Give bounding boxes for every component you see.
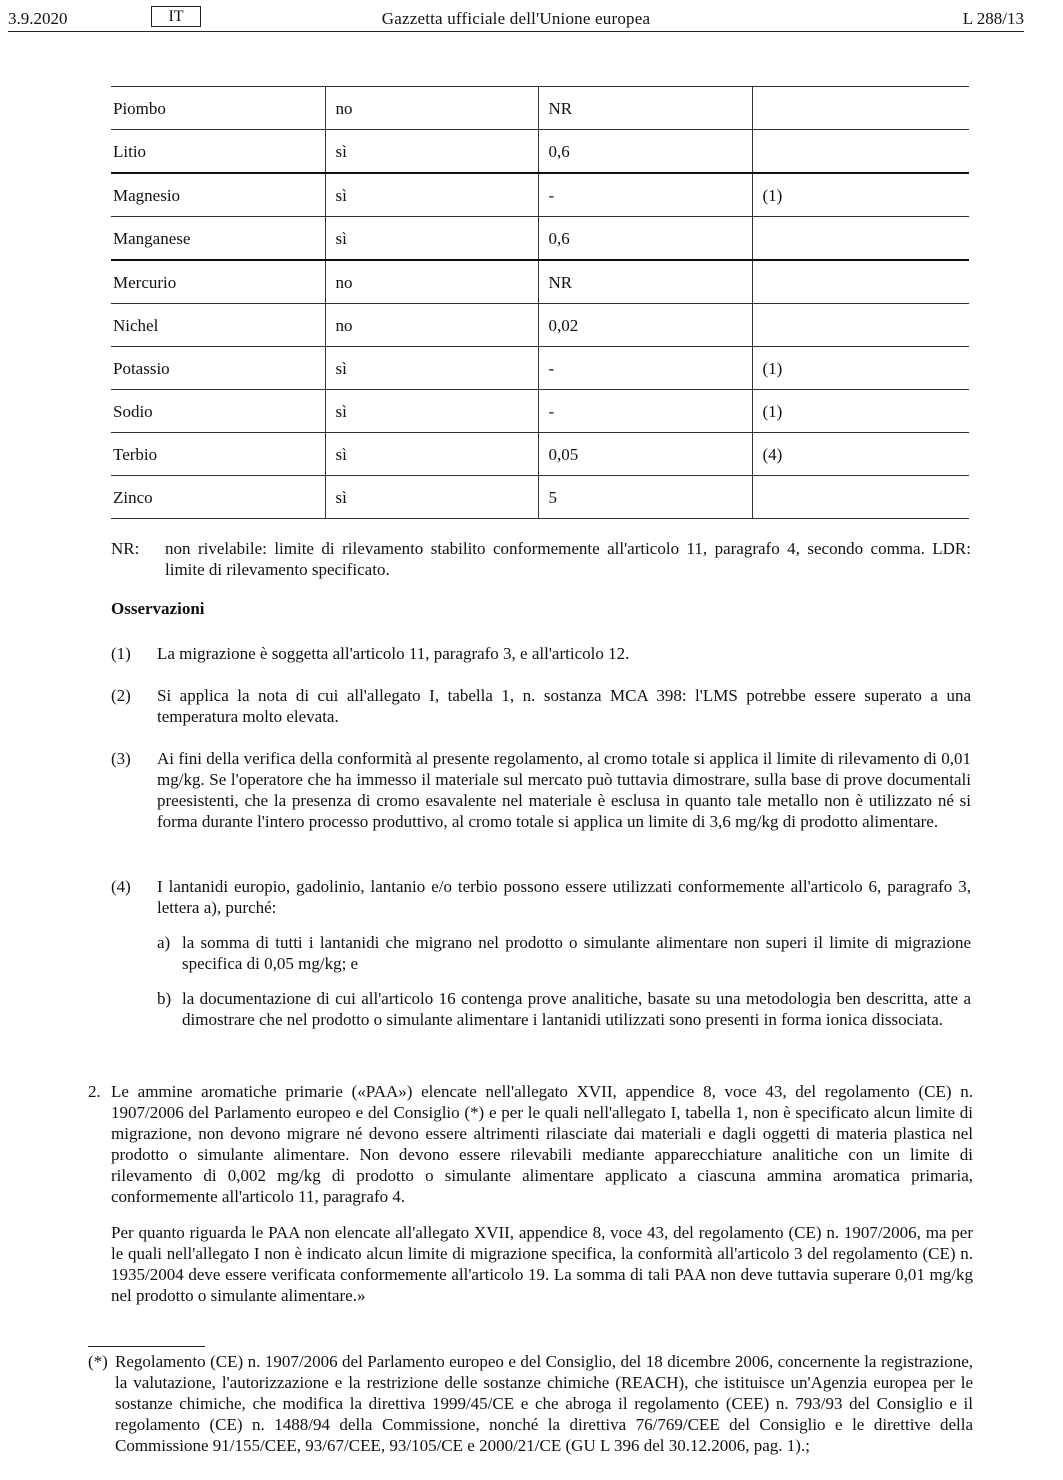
table-cell-substance: Potassio <box>113 358 170 378</box>
observation-note <box>111 685 971 727</box>
table-cell-note: (1) <box>752 173 969 217</box>
table-cell-limit: NR <box>538 260 752 304</box>
subitem-letter: b) <box>157 989 172 1008</box>
observations-heading: Osservazioni <box>111 599 205 618</box>
table-cell-substance: Mercurio <box>113 272 177 292</box>
table-cell-flag: sì <box>325 390 538 433</box>
table-cell-flag: no <box>325 304 538 347</box>
metals-table <box>111 86 969 519</box>
subitem-letter: a) <box>157 933 171 952</box>
table-row <box>111 476 969 519</box>
note-number: (3) <box>111 749 131 768</box>
note-text: Ai fini della verifica della conformità al presente regolamento, al cromo totale si applica il limite di rilevamento di 0,01 mg/kg. Se l'operatore che ha immesso il materiale sul mercato può tuttavia dimostrare, sulla base di prove documentali preesistenti, che la presenza di cromo esavalente nel materiale è esclusa in quanto tale metallo non è utilizzato né si forma durante l'intero processo produttivo, al cromo totale si applica un limite di 3,6 mg/kg di prodotto alimentare. <box>157 749 971 831</box>
table-cell-flag: sì <box>325 347 538 390</box>
page-header <box>8 6 1024 28</box>
table-row <box>111 173 969 217</box>
table-cell-note: (4) <box>752 433 969 476</box>
footnote-text: Regolamento (CE) n. 1907/2006 del Parlamento europeo e del Consiglio, del 18 dicembre 2006, concernente la registrazione, la valutazione, l'autorizzazione e la restrizione delle sostanze chimiche (REACH), che istituisce un'Agenzia europea per le sostanze chimiche, che modifica la direttiva 1999/45/CE e che abroga il regolamento (CEE) n. 793/93 del Consiglio e il regolamento (CE) n. 1488/94 della Commissione, nonché la direttiva 76/769/CEE del Consiglio e le direttive della Commissione 91/155/CEE, 93/67/CEE, 93/105/CE e 2000/21/CE (GU L 396 del 30.12.2006, pag. 1).; <box>115 1352 973 1455</box>
subitem-text: la documentazione di cui all'articolo 16 contenga prove analitiche, basate su una metodologia ben descritta, atte a dimostrare che nel prodotto o simulante alimentare i lantanidi utilizzati sono presenti in forma ionica dissociata. <box>182 989 971 1029</box>
note-text: La migrazione è soggetta all'articolo 11, paragrafo 3, e all'articolo 12. <box>157 644 630 663</box>
table-legend <box>111 538 971 580</box>
observation-note <box>111 748 971 832</box>
table-cell-note: (1) <box>752 390 969 433</box>
table-cell-note <box>752 130 969 174</box>
table-cell-substance: Magnesio <box>113 185 181 205</box>
table-cell-note <box>752 87 969 130</box>
footnote <box>88 1351 973 1456</box>
table-cell-limit: 0,6 <box>538 217 752 261</box>
table-cell-note <box>752 476 969 519</box>
table-cell-flag: sì <box>325 217 538 261</box>
observation-note <box>111 876 971 918</box>
observation-subitem <box>157 932 971 974</box>
table-row <box>111 217 969 261</box>
note-text: I lantanidi europio, gadolinio, lantanio e/o terbio possono essere utilizzati conformemente all'articolo 6, paragrafo 3, lettera a), purché: <box>157 877 971 917</box>
table-cell-substance: Manganese <box>113 228 191 248</box>
table-cell-substance: Terbio <box>113 444 158 464</box>
table-cell-limit: NR <box>538 87 752 130</box>
table-cell-flag: no <box>325 87 538 130</box>
paragraph-number: 2. <box>88 1082 101 1101</box>
table-cell-substance: Zinco <box>113 487 153 507</box>
header-rule <box>8 31 1024 32</box>
page-number: L 288/13 <box>962 9 1024 28</box>
legend-key: NR: <box>111 539 140 558</box>
table-cell-limit: 0,6 <box>538 130 752 174</box>
header-date: 3.9.2020 <box>8 9 68 28</box>
table-row <box>111 260 969 304</box>
table-cell-limit: - <box>538 390 752 433</box>
table-cell-flag: sì <box>325 433 538 476</box>
table-row <box>111 87 969 130</box>
table-row <box>111 433 969 476</box>
paragraph-text: Le ammine aromatiche primarie («PAA») elencate nell'allegato XVII, appendice 8, voce 43, del regolamento (CE) n. 1907/2006 del Parlamento europeo e del Consiglio (*) e per le quali nell'allegato I, tabella 1, non è specificato alcun limite di migrazione, non devono migrare né devono essere altrimenti rilasciate dai materiali e dagli oggetti di materia plastica nel prodotto o simulante alimentare. Non devono essere rilevabili mediante apparecchiature analitiche con un limite di rilevamento di 0,002 mg/kg di prodotto o simulante alimentare applicato a ciascuna ammina aromatica primaria, conformemente all'articolo 11, paragrafo 4. <box>111 1082 973 1206</box>
table-row <box>111 304 969 347</box>
table-cell-note <box>752 260 969 304</box>
observation-note <box>111 643 971 664</box>
table-row <box>111 130 969 174</box>
note-number: (4) <box>111 877 131 896</box>
journal-title: Gazzetta ufficiale dell'Unione europea <box>381 9 651 28</box>
table-cell-note <box>752 304 969 347</box>
table-cell-substance: Litio <box>113 141 147 161</box>
table-cell-flag: sì <box>325 173 538 217</box>
table-cell-substance: Nichel <box>113 315 159 335</box>
table-cell-substance: Piombo <box>113 98 166 118</box>
note-number: (1) <box>111 644 131 663</box>
table-row <box>111 347 969 390</box>
subitem-text: la somma di tutti i lantanidi che migrano nel prodotto o simulante alimentare non superi il limite di migrazione specifica di 0,05 mg/kg; e <box>182 933 971 973</box>
table-cell-note <box>752 217 969 261</box>
paragraph-2 <box>88 1081 973 1207</box>
table-cell-limit: 0,05 <box>538 433 752 476</box>
note-number: (2) <box>111 686 131 705</box>
footnote-rule <box>88 1346 205 1347</box>
table-cell-substance: Sodio <box>113 401 153 421</box>
paragraph-2-continuation: Per quanto riguarda le PAA non elencate all'allegato XVII, appendice 8, voce 43, del regolamento (CE) n. 1907/2006, ma per le quali nell'allegato I non è indicato alcun limite di migrazione specifica, la conformità all'articolo 3 del regolamento (CE) n. 1935/2004 deve essere verificata conformemente all'articolo 19. La somma di tali PAA non deve tuttavia superare 0,01 mg/kg nel prodotto o simulante alimentare.» <box>111 1223 973 1305</box>
table-cell-flag: no <box>325 260 538 304</box>
table-cell-limit: 0,02 <box>538 304 752 347</box>
note-text: Si applica la nota di cui all'allegato I, tabella 1, n. sostanza MCA 398: l'LMS potrebbe essere superato a una temperatura molto elevata. <box>157 686 971 726</box>
table-cell-note: (1) <box>752 347 969 390</box>
observation-subitem <box>157 988 971 1030</box>
table-cell-flag: sì <box>325 476 538 519</box>
table-cell-limit: - <box>538 173 752 217</box>
table-row <box>111 390 969 433</box>
table-cell-limit: - <box>538 347 752 390</box>
footnote-marker: (*) <box>88 1352 108 1371</box>
legend-text: non rivelabile: limite di rilevamento stabilito conformemente all'articolo 11, paragrafo 4, secondo comma. LDR: limite di rilevamento specificato. <box>165 539 971 579</box>
table-cell-flag: sì <box>325 130 538 174</box>
language-code-box: IT <box>151 6 201 27</box>
table-cell-limit: 5 <box>538 476 752 519</box>
